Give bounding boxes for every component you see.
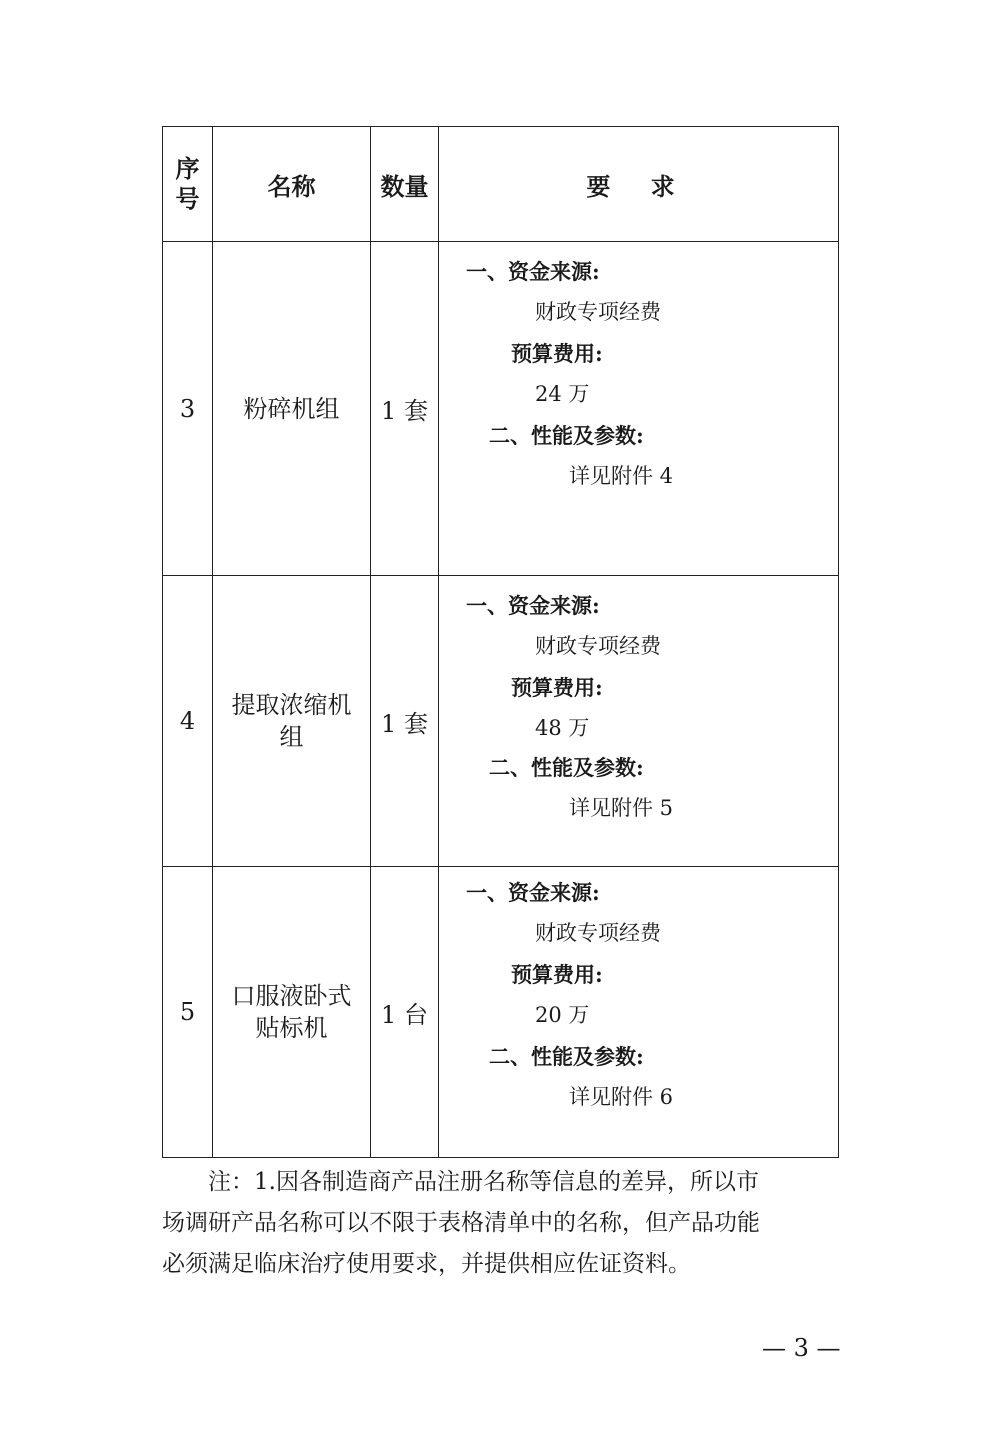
header-name: 名称 bbox=[213, 127, 371, 242]
row-item-name: 提取浓缩机 组 bbox=[213, 576, 371, 867]
footnote-line-3: 必须满足临床治疗使用要求，并提供相应佐证资料。 bbox=[162, 1251, 691, 1277]
footnote-line-2: 场调研产品名称可以不限于表格清单中的名称，但产品功能 bbox=[162, 1210, 760, 1236]
funding-source-value: 财政专项经费 bbox=[535, 921, 661, 945]
performance-label: 二、性能及参数: bbox=[489, 755, 644, 780]
funding-source-value: 财政专项经费 bbox=[535, 300, 661, 324]
performance-value: 详见附件 4 bbox=[569, 464, 674, 488]
funding-source-label: 一、资金来源: bbox=[466, 259, 600, 284]
row-item-name: 口服液卧式 贴标机 bbox=[213, 867, 371, 1158]
funding-source-label: 一、资金来源: bbox=[466, 593, 600, 618]
row-number: 3 bbox=[163, 242, 213, 576]
footnote-line-1: 注：1.因各制造商产品注册名称等信息的差异，所以市 bbox=[208, 1169, 759, 1195]
row-number: 5 bbox=[163, 867, 213, 1158]
table-footnote bbox=[162, 1162, 852, 1285]
row-quantity: 1 台 bbox=[371, 867, 439, 1158]
performance-value: 详见附件 5 bbox=[569, 796, 674, 820]
row-requirements bbox=[439, 576, 839, 867]
budget-value: 48 万 bbox=[535, 716, 590, 740]
header-qty: 数量 bbox=[371, 127, 439, 242]
equipment-table bbox=[162, 126, 839, 1158]
budget-label: 预算费用: bbox=[511, 341, 603, 366]
table-row bbox=[163, 242, 839, 576]
row-quantity: 1 套 bbox=[371, 242, 439, 576]
performance-value: 详见附件 6 bbox=[569, 1085, 674, 1109]
performance-label: 二、性能及参数: bbox=[489, 423, 644, 448]
budget-value: 20 万 bbox=[535, 1003, 590, 1027]
budget-label: 预算费用: bbox=[511, 962, 603, 987]
budget-label: 预算费用: bbox=[511, 675, 603, 700]
row-item-name: 粉碎机组 bbox=[213, 242, 371, 576]
header-requirements: 要 求 bbox=[439, 127, 839, 242]
funding-source-value: 财政专项经费 bbox=[535, 634, 661, 658]
table-header-row bbox=[163, 127, 839, 242]
performance-label: 二、性能及参数: bbox=[489, 1044, 644, 1069]
row-quantity: 1 套 bbox=[371, 576, 439, 867]
header-seq: 序 号 bbox=[163, 127, 213, 242]
table-row bbox=[163, 576, 839, 867]
row-requirements bbox=[439, 867, 839, 1158]
funding-source-label: 一、资金来源: bbox=[466, 880, 600, 905]
row-number: 4 bbox=[163, 576, 213, 867]
budget-value: 24 万 bbox=[535, 382, 590, 406]
row-requirements bbox=[439, 242, 839, 576]
page-number: — 3 — bbox=[762, 1334, 841, 1362]
table-row bbox=[163, 867, 839, 1158]
